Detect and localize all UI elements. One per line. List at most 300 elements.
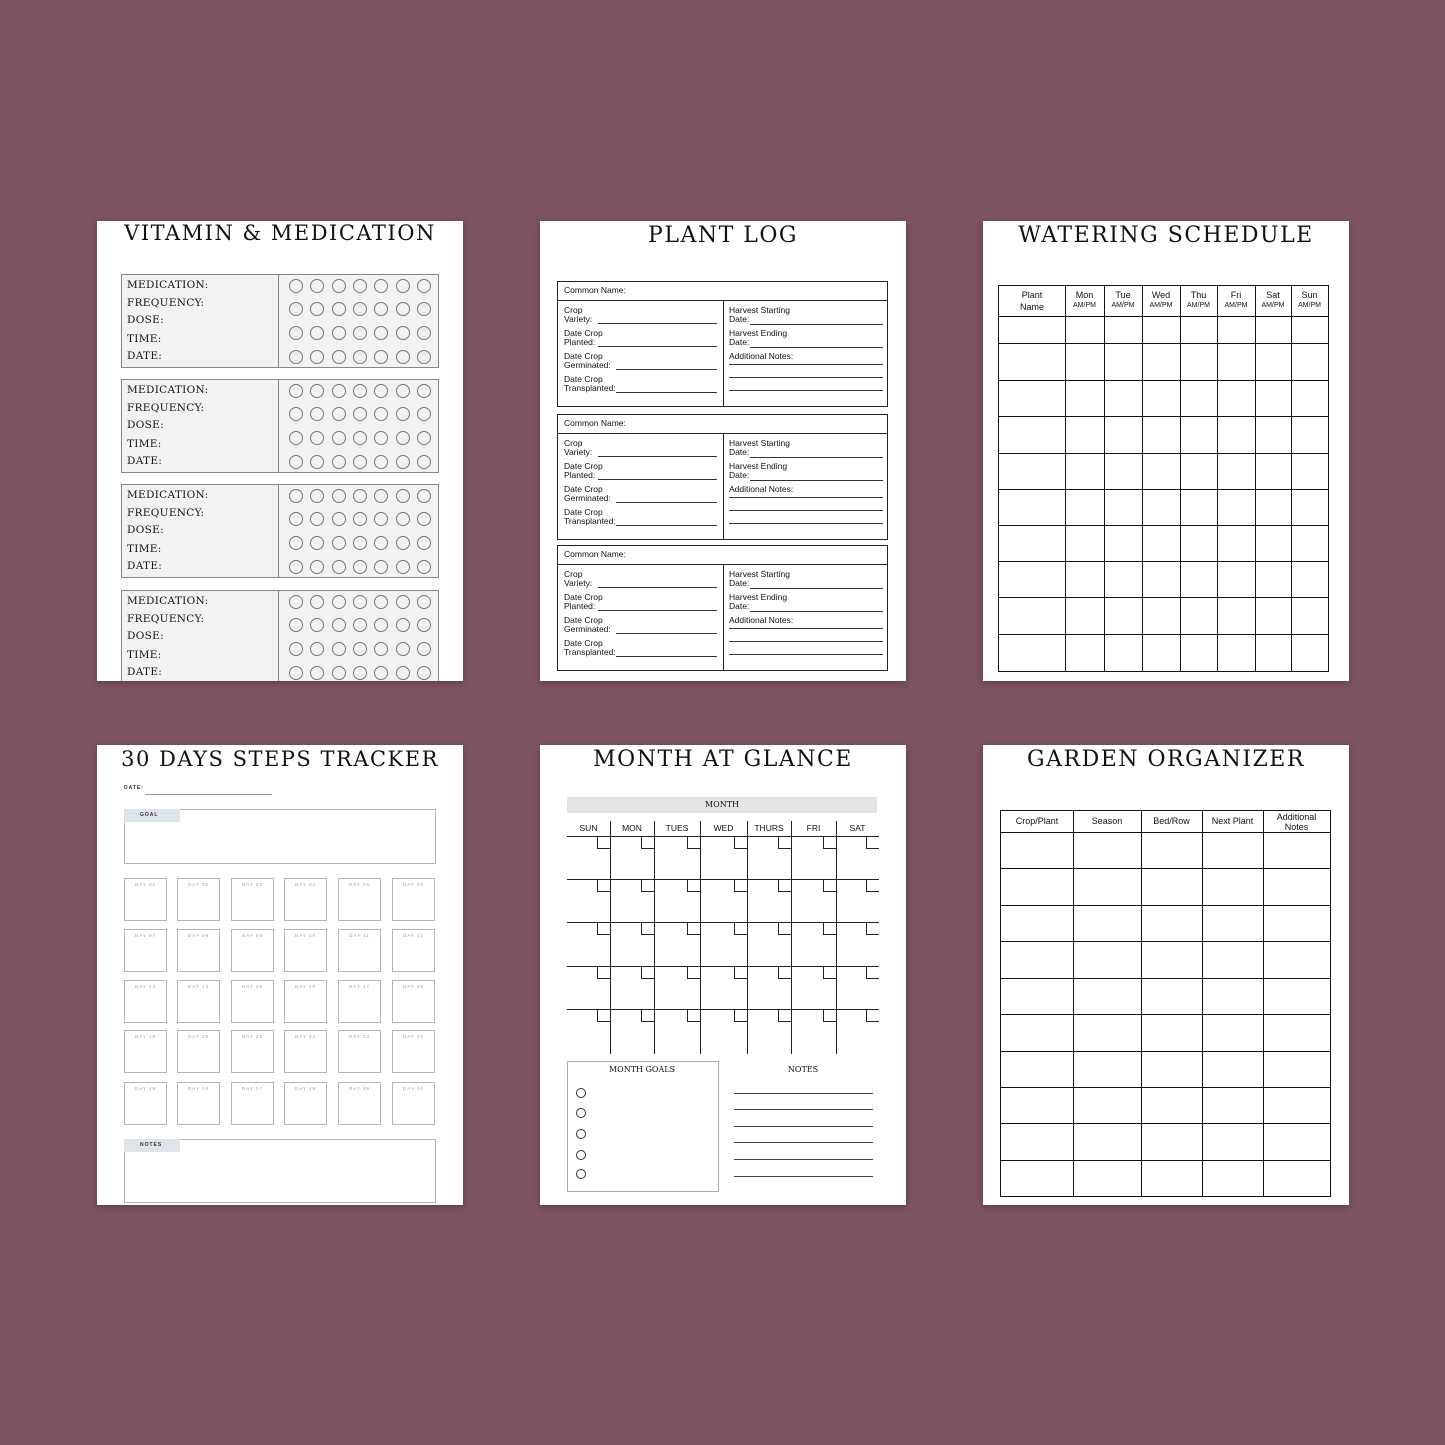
grid-line (999, 634, 1328, 635)
plant-field-label (564, 375, 616, 393)
day-box[interactable] (284, 929, 327, 972)
dose-checkbox-circle[interactable] (289, 384, 303, 398)
day-box[interactable] (124, 1082, 167, 1125)
page-title: GARDEN ORGANIZER (1027, 747, 1305, 772)
dose-checkbox-circle[interactable] (310, 489, 324, 503)
dose-checkbox-circle[interactable] (332, 666, 346, 680)
column-header (1141, 816, 1202, 826)
dose-checkbox-circle[interactable] (417, 595, 431, 609)
grid-line (1001, 1087, 1330, 1088)
date-number-box (866, 879, 879, 892)
grid-line (1001, 832, 1330, 833)
medication-labels (122, 380, 279, 472)
day-box[interactable] (177, 1030, 220, 1073)
field-label-line1: Harvest Ending (729, 328, 788, 338)
day-box[interactable] (177, 878, 220, 921)
write-line[interactable] (750, 611, 883, 612)
write-line[interactable] (598, 456, 717, 457)
day-label: DAY 26 (187, 1086, 210, 1091)
steps-tracker-page (97, 745, 463, 1205)
write-line[interactable] (750, 588, 883, 589)
dose-checkbox-circle[interactable] (374, 595, 388, 609)
dose-checkbox-circle[interactable] (417, 666, 431, 680)
day-label: DAY 03 (241, 882, 264, 887)
medication-field-label: DATE: (127, 350, 163, 362)
dose-checkbox-circle[interactable] (374, 666, 388, 680)
day-box[interactable] (392, 1082, 435, 1125)
field-label-line1: Date Crop (564, 592, 603, 602)
date-number-box (641, 922, 654, 935)
notes-line[interactable] (729, 641, 883, 642)
dose-checkbox-circle[interactable] (396, 279, 410, 293)
dose-checkbox-circle[interactable] (396, 618, 410, 632)
dose-checkbox-circle[interactable] (332, 302, 346, 316)
header-line: Additional (1276, 812, 1317, 822)
write-line[interactable] (616, 392, 717, 393)
dose-checkbox-circle[interactable] (289, 302, 303, 316)
day-box[interactable] (392, 929, 435, 972)
field-label-line2: Germinated: (564, 360, 611, 370)
dose-checkbox-circle[interactable] (332, 595, 346, 609)
dose-checkbox-circle[interactable] (332, 618, 346, 632)
dose-checkbox-circle[interactable] (332, 326, 346, 340)
dose-checkbox-circle[interactable] (396, 642, 410, 656)
goal-checkbox-circle[interactable] (576, 1129, 586, 1139)
date-number-box (734, 879, 747, 892)
day-box[interactable] (284, 980, 327, 1023)
day-box[interactable] (338, 878, 381, 921)
plant-field-label (729, 570, 790, 588)
day-label: DAY 27 (241, 1086, 264, 1091)
date-number-box (734, 966, 747, 979)
header-line: Season (1091, 816, 1123, 826)
dose-checkbox-circle[interactable] (396, 512, 410, 526)
day-box[interactable] (124, 929, 167, 972)
dose-checkbox-circle[interactable] (310, 279, 324, 293)
dose-tracker (279, 485, 438, 577)
dose-checkbox-circle[interactable] (417, 489, 431, 503)
day-label: DAY 01 (134, 882, 157, 887)
date-number-box (597, 966, 610, 979)
dose-checkbox-circle[interactable] (374, 455, 388, 469)
day-label: DAY 14 (187, 984, 210, 989)
dose-checkbox-circle[interactable] (289, 560, 303, 574)
dose-checkbox-circle[interactable] (310, 384, 324, 398)
plant-field-label (729, 352, 793, 361)
dose-checkbox-circle[interactable] (417, 642, 431, 656)
weekday-label: SUN (579, 823, 598, 833)
date-number-box (687, 1009, 700, 1022)
dose-checkbox-circle[interactable] (289, 326, 303, 340)
grid-line (1001, 1051, 1330, 1052)
ampm-label: AM/PM (1111, 302, 1135, 309)
field-label-line2: Variety: (564, 314, 593, 324)
dose-checkbox-circle[interactable] (417, 536, 431, 550)
write-line[interactable] (616, 633, 717, 634)
notes-line[interactable] (734, 1159, 873, 1160)
dose-checkbox-circle[interactable] (289, 279, 303, 293)
notes-line[interactable] (729, 377, 883, 378)
day-box[interactable] (338, 1030, 381, 1073)
header-line: Bed/Row (1153, 816, 1190, 826)
day-label: DAY 06 (402, 882, 425, 887)
dose-checkbox-circle[interactable] (374, 489, 388, 503)
dose-checkbox-circle[interactable] (332, 407, 346, 421)
dose-checkbox-circle[interactable] (289, 455, 303, 469)
write-line[interactable] (598, 323, 717, 324)
dose-checkbox-circle[interactable] (353, 455, 367, 469)
dose-checkbox-circle[interactable] (417, 512, 431, 526)
dose-checkbox-circle[interactable] (310, 560, 324, 574)
medication-field-label: MEDICATION: (127, 489, 209, 501)
medication-field-label: MEDICATION: (127, 384, 209, 396)
dose-checkbox-circle[interactable] (310, 618, 324, 632)
field-label-line1: Date Crop (564, 638, 603, 648)
dose-checkbox-circle[interactable] (310, 326, 324, 340)
calendar-line (610, 821, 611, 1054)
day-label: DAY 16 (294, 984, 317, 989)
dose-checkbox-circle[interactable] (353, 512, 367, 526)
date-number-box (823, 966, 836, 979)
goal-checkbox-circle[interactable] (576, 1150, 586, 1160)
day-box[interactable] (231, 929, 274, 972)
dose-checkbox-circle[interactable] (374, 512, 388, 526)
date-number-box (597, 836, 610, 849)
date-number-box (734, 1009, 747, 1022)
plant-left-fields (558, 434, 724, 539)
plant-field-label (729, 616, 793, 625)
dose-checkbox-circle[interactable] (332, 279, 346, 293)
dose-checkbox-circle[interactable] (289, 407, 303, 421)
write-line[interactable] (616, 502, 717, 503)
notes-label: NOTES (124, 1139, 180, 1152)
dose-checkbox-circle[interactable] (310, 455, 324, 469)
dose-checkbox-circle[interactable] (396, 407, 410, 421)
dose-checkbox-circle[interactable] (374, 642, 388, 656)
dose-checkbox-circle[interactable] (396, 431, 410, 445)
dose-checkbox-circle[interactable] (353, 536, 367, 550)
month-bar: MONTH (567, 797, 877, 813)
goal-checkbox-circle[interactable] (576, 1169, 586, 1179)
write-line[interactable] (598, 346, 717, 347)
date-number-box (823, 879, 836, 892)
dose-checkbox-circle[interactable] (310, 302, 324, 316)
ampm-label: AM/PM (1073, 302, 1096, 309)
dose-checkbox-circle[interactable] (310, 595, 324, 609)
day-box[interactable] (177, 980, 220, 1023)
dose-checkbox-circle[interactable] (396, 666, 410, 680)
day-label: Mon (1075, 290, 1094, 300)
dose-checkbox-circle[interactable] (353, 618, 367, 632)
medication-field-label: DOSE: (127, 630, 164, 642)
dose-checkbox-circle[interactable] (289, 512, 303, 526)
medication-labels (122, 275, 279, 367)
dose-checkbox-circle[interactable] (289, 642, 303, 656)
dose-checkbox-circle[interactable] (289, 431, 303, 445)
day-label: Wed (1151, 290, 1171, 300)
goal-checkbox-circle[interactable] (576, 1088, 586, 1098)
day-box[interactable] (338, 980, 381, 1023)
dose-checkbox-circle[interactable] (374, 279, 388, 293)
dose-checkbox-circle[interactable] (353, 326, 367, 340)
date-number-box (597, 879, 610, 892)
dose-checkbox-circle[interactable] (332, 512, 346, 526)
header-line: Notes (1284, 822, 1309, 832)
dose-checkbox-circle[interactable] (396, 455, 410, 469)
plant-field-label (564, 352, 611, 370)
dose-checkbox-circle[interactable] (396, 560, 410, 574)
date-number-box (866, 1009, 879, 1022)
day-box[interactable] (124, 878, 167, 921)
dose-checkbox-circle[interactable] (289, 536, 303, 550)
dose-checkbox-circle[interactable] (332, 431, 346, 445)
dose-checkbox-circle[interactable] (374, 407, 388, 421)
plant-field-label (564, 306, 592, 324)
medication-field-label: TIME: (127, 649, 162, 661)
dose-checkbox-circle[interactable] (396, 384, 410, 398)
plant-left-fields (558, 565, 724, 670)
grid-line (1001, 905, 1330, 906)
write-line[interactable] (616, 656, 717, 657)
write-line[interactable] (750, 457, 883, 458)
date-number-box (778, 1009, 791, 1022)
dose-checkbox-circle[interactable] (289, 666, 303, 680)
weekday-label: FRI (806, 823, 821, 833)
grid-line (999, 380, 1328, 381)
dose-checkbox-circle[interactable] (417, 326, 431, 340)
dose-checkbox-circle[interactable] (417, 560, 431, 574)
write-line[interactable] (598, 610, 717, 611)
dose-checkbox-circle[interactable] (396, 595, 410, 609)
date-number-box (597, 922, 610, 935)
day-box[interactable] (177, 1082, 220, 1125)
dose-checkbox-circle[interactable] (396, 489, 410, 503)
medication-block (121, 379, 439, 473)
dose-checkbox-circle[interactable] (353, 595, 367, 609)
dose-checkbox-circle[interactable] (332, 489, 346, 503)
day-label: DAY 28 (294, 1086, 317, 1091)
day-box[interactable] (338, 929, 381, 972)
day-box[interactable] (124, 1030, 167, 1073)
field-label-line2: Date: (729, 470, 750, 480)
medication-field-label: DATE: (127, 560, 163, 572)
dose-checkbox-circle[interactable] (310, 666, 324, 680)
day-column-header (1180, 290, 1217, 311)
dose-checkbox-circle[interactable] (374, 618, 388, 632)
day-box[interactable] (392, 980, 435, 1023)
notes-line[interactable] (729, 497, 883, 498)
common-name-row (558, 415, 887, 434)
dose-checkbox-circle[interactable] (289, 350, 303, 364)
write-line[interactable] (750, 347, 883, 348)
dose-checkbox-circle[interactable] (417, 302, 431, 316)
notes-line[interactable] (734, 1093, 873, 1094)
day-box[interactable] (124, 980, 167, 1023)
medication-field-label: TIME: (127, 543, 162, 555)
write-line[interactable] (750, 480, 883, 481)
notes-line[interactable] (734, 1109, 873, 1110)
dose-checkbox-circle[interactable] (417, 384, 431, 398)
grid-line (1001, 1014, 1330, 1015)
dose-checkbox-circle[interactable] (332, 642, 346, 656)
notes-line[interactable] (729, 510, 883, 511)
dose-checkbox-circle[interactable] (353, 666, 367, 680)
notes-line[interactable] (734, 1176, 873, 1177)
date-number-box (866, 966, 879, 979)
calendar-line (747, 821, 748, 1054)
dose-checkbox-circle[interactable] (353, 407, 367, 421)
dose-checkbox-circle[interactable] (310, 350, 324, 364)
day-column-header (1065, 290, 1104, 311)
medication-block (121, 484, 439, 578)
dose-checkbox-circle[interactable] (353, 350, 367, 364)
day-box[interactable] (392, 1030, 435, 1073)
dose-checkbox-circle[interactable] (374, 560, 388, 574)
dose-checkbox-circle[interactable] (289, 489, 303, 503)
weekday-label: THURS (754, 823, 784, 833)
field-label-line1: Harvest Starting (729, 438, 790, 448)
day-box[interactable] (231, 1030, 274, 1073)
medication-field-label: MEDICATION: (127, 595, 209, 607)
day-box[interactable] (284, 1082, 327, 1125)
dose-checkbox-circle[interactable] (310, 407, 324, 421)
date-number-box (641, 1009, 654, 1022)
dose-checkbox-circle[interactable] (289, 595, 303, 609)
field-label-line2: Germinated: (564, 624, 611, 634)
write-line[interactable] (598, 479, 717, 480)
write-line[interactable] (616, 369, 717, 370)
date-number-box (641, 879, 654, 892)
dose-checkbox-circle[interactable] (310, 536, 324, 550)
day-box[interactable] (177, 929, 220, 972)
page-title: 30 DAYS STEPS TRACKER (121, 747, 439, 771)
plant-field-label (729, 306, 790, 324)
dose-checkbox-circle[interactable] (417, 279, 431, 293)
notes-line[interactable] (729, 523, 883, 524)
goal-checkbox-circle[interactable] (576, 1108, 586, 1118)
header-line: Crop/Plant (1015, 816, 1059, 826)
field-label-line2: Planted: (564, 601, 596, 611)
day-box[interactable] (231, 878, 274, 921)
plant-field-label (564, 616, 611, 634)
dose-checkbox-circle[interactable] (353, 384, 367, 398)
dose-checkbox-circle[interactable] (332, 560, 346, 574)
dose-checkbox-circle[interactable] (417, 407, 431, 421)
notes-line[interactable] (734, 1142, 873, 1143)
day-label: DAY 05 (348, 882, 371, 887)
notes-line[interactable] (729, 654, 883, 655)
vitamin-medication-page (97, 221, 463, 681)
dose-checkbox-circle[interactable] (332, 384, 346, 398)
dose-checkbox-circle[interactable] (353, 431, 367, 445)
field-label-line1: Date Crop (564, 328, 603, 338)
day-label: DAY 29 (348, 1086, 371, 1091)
common-name-label: Common Name: (564, 285, 626, 295)
dose-checkbox-circle[interactable] (353, 489, 367, 503)
day-box[interactable] (231, 1082, 274, 1125)
dose-tracker (279, 275, 438, 367)
write-line[interactable] (598, 587, 717, 588)
dose-checkbox-circle[interactable] (332, 455, 346, 469)
dose-checkbox-circle[interactable] (353, 302, 367, 316)
medication-block (121, 274, 439, 368)
notes-line[interactable] (729, 364, 883, 365)
day-box[interactable] (284, 878, 327, 921)
dose-checkbox-circle[interactable] (374, 431, 388, 445)
page-title: MONTH AT GLANCE (593, 747, 853, 772)
plant-log-page (540, 221, 906, 681)
day-label: DAY 04 (294, 882, 317, 887)
date-number-box (778, 836, 791, 849)
write-line[interactable] (616, 525, 717, 526)
notes-line[interactable] (729, 628, 883, 629)
day-box[interactable] (392, 878, 435, 921)
dose-checkbox-circle[interactable] (396, 326, 410, 340)
field-label-line1: Date Crop (564, 351, 603, 361)
dose-checkbox-circle[interactable] (310, 431, 324, 445)
watering-table (998, 285, 1329, 672)
medication-field-label: FREQUENCY: (127, 507, 205, 519)
field-label-line1: Crop (564, 305, 583, 315)
common-name-label: Common Name: (564, 418, 626, 428)
day-box[interactable] (231, 980, 274, 1023)
date-number-box (866, 922, 879, 935)
field-label-line2: Date: (729, 447, 750, 457)
day-box[interactable] (338, 1082, 381, 1125)
column-header (1073, 816, 1141, 826)
date-number-box (734, 836, 747, 849)
grid-line (999, 525, 1328, 526)
ampm-label: AM/PM (1149, 302, 1173, 309)
field-label-line2: Variety: (564, 447, 593, 457)
dose-checkbox-circle[interactable] (374, 302, 388, 316)
field-label-line1: Additional Notes: (729, 484, 794, 494)
dose-checkbox-circle[interactable] (396, 350, 410, 364)
dose-checkbox-circle[interactable] (374, 536, 388, 550)
dose-checkbox-circle[interactable] (353, 560, 367, 574)
dose-checkbox-circle[interactable] (332, 536, 346, 550)
dose-checkbox-circle[interactable] (332, 350, 346, 364)
dose-checkbox-circle[interactable] (417, 350, 431, 364)
dose-checkbox-circle[interactable] (417, 618, 431, 632)
date-number-box (597, 1009, 610, 1022)
dose-checkbox-circle[interactable] (374, 350, 388, 364)
dose-checkbox-circle[interactable] (310, 642, 324, 656)
dose-checkbox-circle[interactable] (374, 384, 388, 398)
ampm-label: AM/PM (1298, 302, 1321, 309)
day-label: DAY 17 (348, 984, 371, 989)
dose-checkbox-circle[interactable] (417, 455, 431, 469)
dose-checkbox-circle[interactable] (353, 279, 367, 293)
write-line[interactable] (750, 324, 883, 325)
day-label: DAY 20 (187, 1034, 210, 1039)
day-box[interactable] (284, 1030, 327, 1073)
dose-checkbox-circle[interactable] (417, 431, 431, 445)
dose-checkbox-circle[interactable] (289, 618, 303, 632)
dose-checkbox-circle[interactable] (374, 326, 388, 340)
notes-line[interactable] (729, 390, 883, 391)
dose-checkbox-circle[interactable] (310, 512, 324, 526)
dose-checkbox-circle[interactable] (396, 302, 410, 316)
plant-field-label (564, 593, 603, 611)
medication-field-label: DATE: (127, 455, 163, 467)
dose-checkbox-circle[interactable] (396, 536, 410, 550)
dose-checkbox-circle[interactable] (353, 642, 367, 656)
notes-line[interactable] (734, 1126, 873, 1127)
plant-field-label (564, 570, 592, 588)
date-number-box (687, 922, 700, 935)
plant-entry-block (557, 414, 888, 540)
